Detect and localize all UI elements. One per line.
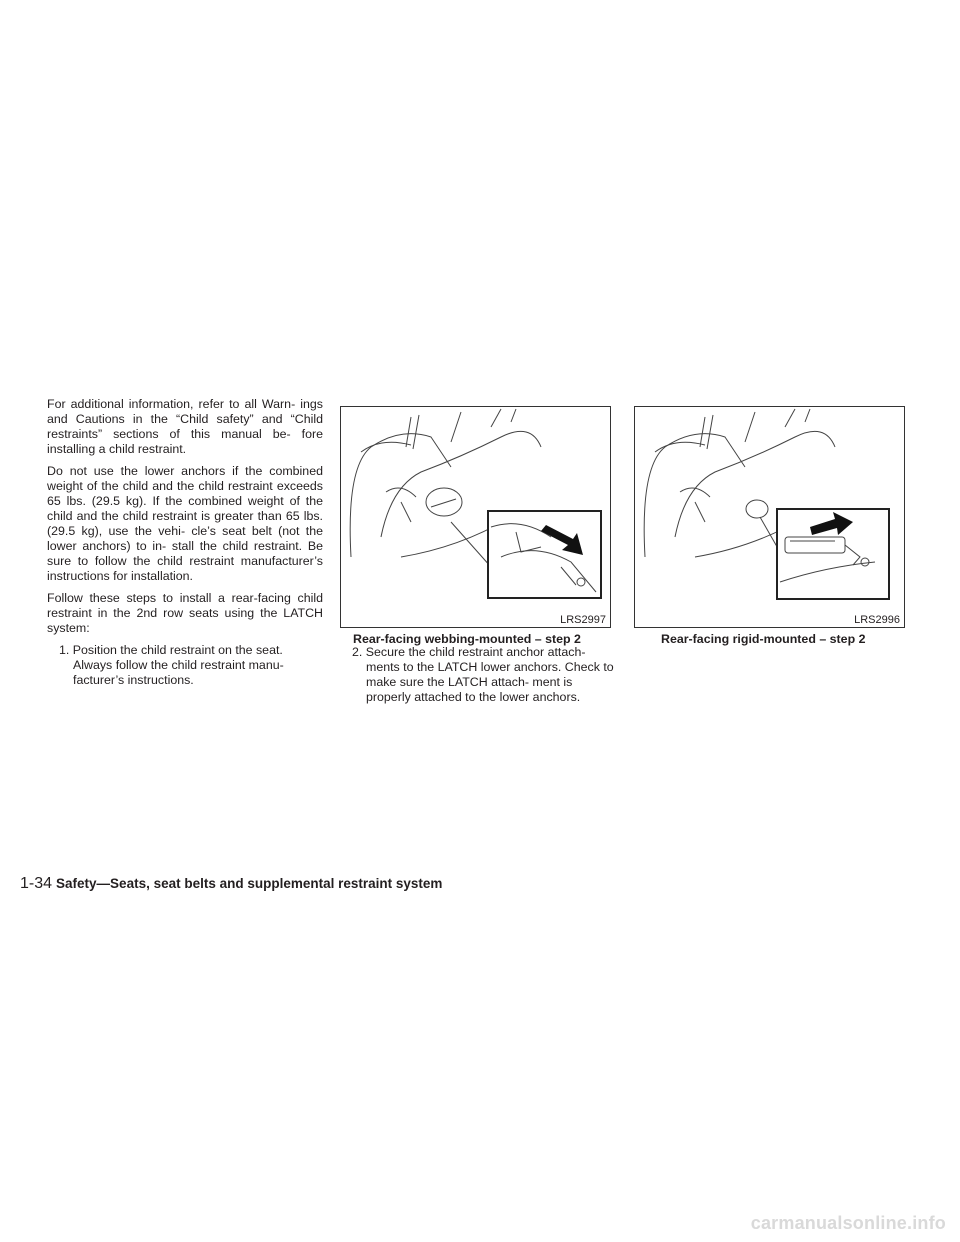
figure-rigid-mounted [634,406,905,628]
seat-webbing-illustration [341,407,612,629]
figure-code: LRS2996 [854,614,900,626]
middle-column [340,645,616,705]
figure-caption: Rear-facing rigid-mounted – step 2 [661,632,866,646]
page-footer [20,875,442,893]
left-column [47,397,323,695]
figure-caption: Rear-facing webbing-mounted – step 2 [353,632,581,646]
paragraph-steps-intro: Follow these steps to install a rear-facing child restraint in the 2nd row seats using the LATCH system: [47,591,323,635]
seat-rigid-illustration [635,407,906,629]
step-1: 1. Position the child restraint on the seat. Always follow the child restraint manu- facturer’s instructions. [59,643,284,687]
section-title: Safety—Seats, seat belts and supplemental restraint system [56,876,443,891]
paragraph-additional-info: For additional information, refer to all Warn- ings and Cautions in the “Child safety” and “Child restraints” sections of this manual be- fore installing a child restraint. [47,397,323,456]
watermark: carmanualsonline.info [750,1213,946,1233]
figure-webbing-mounted [340,406,611,628]
figure-code: LRS2997 [560,614,606,626]
step-2: 2. Secure the child restraint anchor attach- ments to the LATCH lower anchors. Check to make sure the LATCH attach- ment is properly attached to the lower anchors. [352,645,614,704]
paragraph-weight-limit: Do not use the lower anchors if the combined weight of the child and the child restraint exceeds 65 lbs. (29.5 kg). If the combined weight of the child and the child restraint is greater than 65 lbs. (29.5 kg), use the vehi- cle’s seat belt (not the lower anchors) to in- stall the child restraint. Be sure to follow the child restraint manufacturer’s instructions for installation. [47,464,323,583]
page-number: 1-34 [20,875,53,892]
